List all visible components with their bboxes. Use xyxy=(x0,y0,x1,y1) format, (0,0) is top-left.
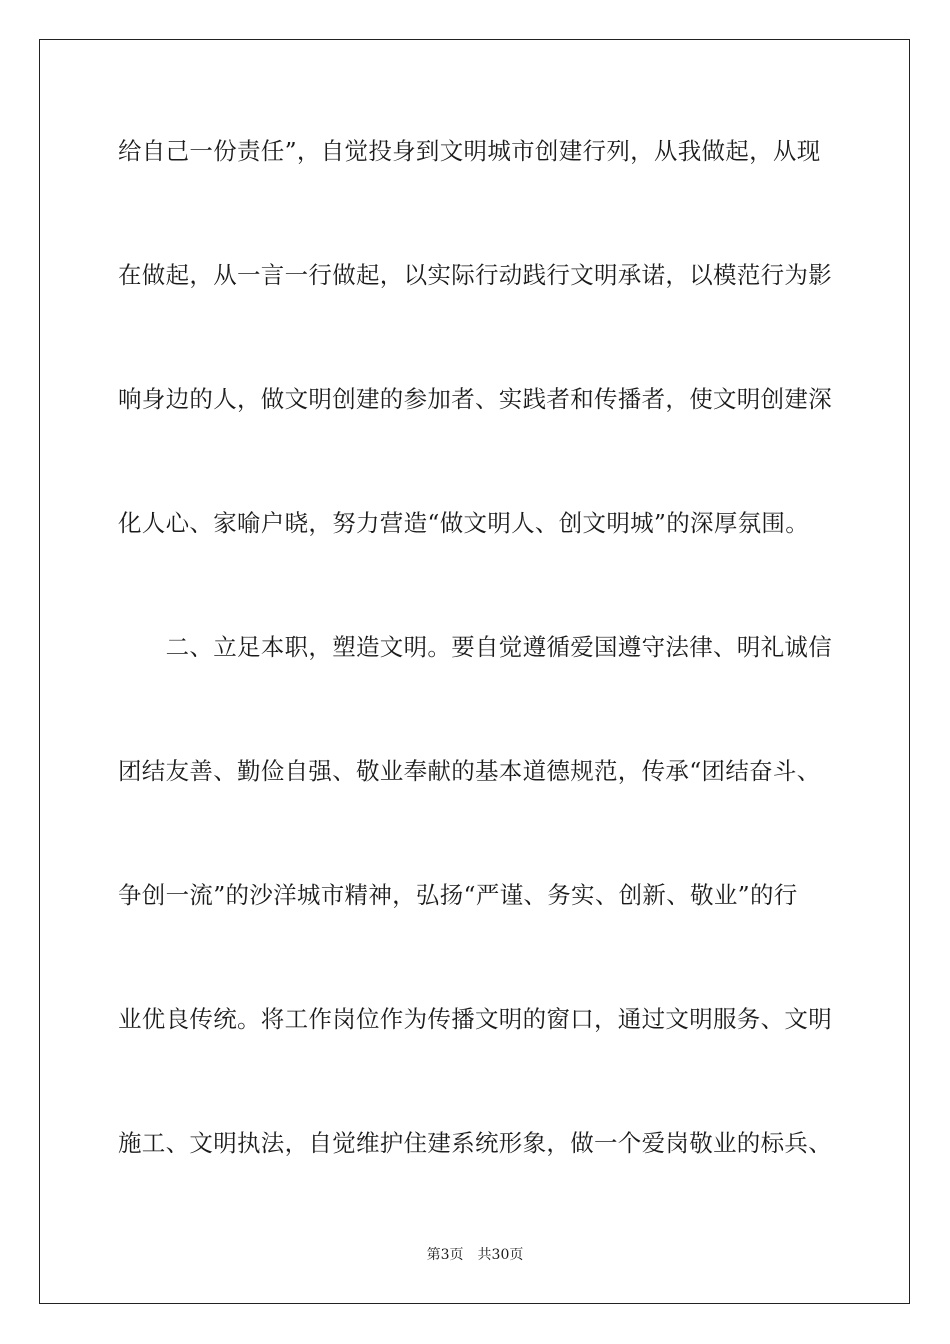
paragraph-line-4: 化人心、家喻户晓，努力营造“做文明人、创文明城”的深厚氛围。 xyxy=(118,509,810,537)
page-footer xyxy=(0,1245,950,1265)
paragraph-line-2: 在做起，从一言一行做起，以实际行动践行文明承诺，以模范行为影 xyxy=(118,261,832,289)
page-total: 共30页 xyxy=(477,1247,524,1263)
paragraph-line-1: 给自己一份责任”，自觉投身到文明城市创建行列，从我做起，从现 xyxy=(118,137,821,165)
paragraph-line-6: 团结友善、勤俭自强、敬业奉献的基本道德规范，传承“团结奋斗、 xyxy=(118,757,821,785)
paragraph-line-7: 争创一流”的沙洋城市精神，弘扬“严谨、务实、创新、敬业”的行 xyxy=(118,881,798,909)
paragraph-line-3: 响身边的人，做文明创建的参加者、实践者和传播者，使文明创建深 xyxy=(118,385,832,413)
paragraph-line-5: 二、立足本职，塑造文明。要自觉遵循爱国遵守法律、明礼诚信 xyxy=(118,633,832,661)
paragraph-line-8: 业优良传统。将工作岗位作为传播文明的窗口，通过文明服务、文明 xyxy=(118,1005,832,1033)
paragraph-line-9: 施工、文明执法，自觉维护住建系统形象，做一个爱岗敬业的标兵、 xyxy=(118,1129,832,1157)
page-number: 第3页 xyxy=(426,1247,464,1263)
page-border xyxy=(39,39,910,1304)
